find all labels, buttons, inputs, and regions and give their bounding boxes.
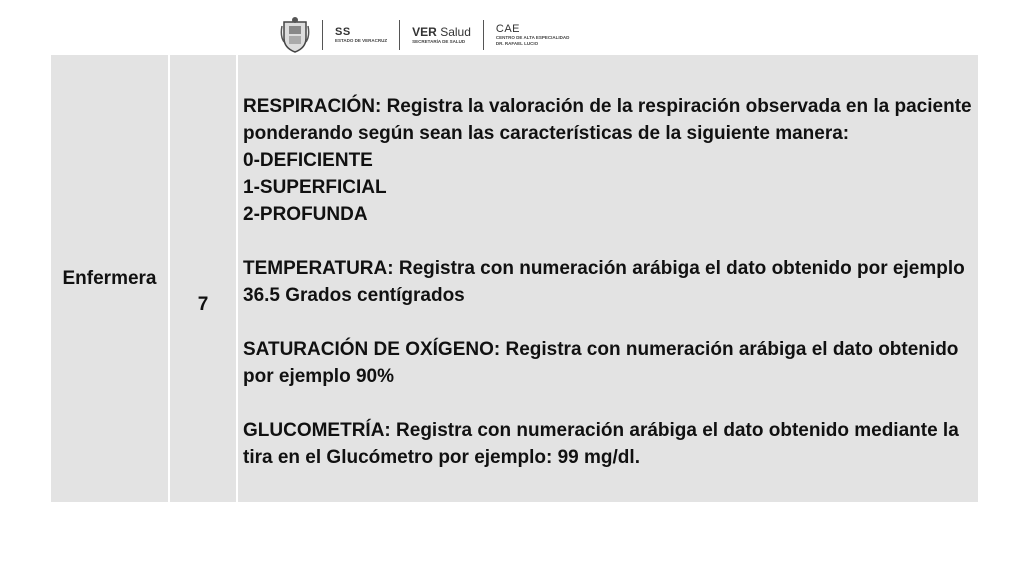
step-number: 7 xyxy=(197,293,209,315)
veracruz-shield-icon xyxy=(280,16,310,54)
logo-ss-title: SS xyxy=(335,26,351,38)
respiracion-option: 1-SUPERFICIAL xyxy=(243,177,387,198)
role-cell xyxy=(51,55,168,502)
logo-cae-subtitle2: DR. RAFAEL LUCIO xyxy=(495,41,539,46)
logo-ver-bold: VER xyxy=(412,24,437,39)
logo-ver-title xyxy=(412,26,471,39)
temperatura-text: TEMPERATURA: Registra con numeración arábiga el dato obtenido por ejemplo 36.5 Grados centígrados xyxy=(243,258,965,306)
logo-cae-subtitle1: CENTRO DE ALTA ESPECIALIDAD xyxy=(495,35,570,40)
logo-divider xyxy=(399,20,400,50)
glucometria-text: GLUCOMETRÍA: Registra con numeración arábiga el dato obtenido mediante la tira en el Glucómetro por ejemplo: 99 mg/dl. xyxy=(243,420,959,468)
logo-ver-salud-text: Salud xyxy=(440,24,471,39)
logo-divider xyxy=(322,20,323,50)
header-logos xyxy=(280,14,569,56)
logo-cae-title: CAE xyxy=(495,23,521,35)
logo-ver-subtitle: SECRETARÍA DE SALUD xyxy=(412,38,466,44)
respiracion-intro: RESPIRACIÓN: Registra la valoración de la respiración observada en la paciente ponderando según sean las características de la siguiente manera: xyxy=(243,96,972,144)
instruction-table xyxy=(51,55,978,502)
logo-ss xyxy=(335,26,387,44)
description-cell xyxy=(238,55,978,502)
logo-divider xyxy=(483,20,484,50)
description-text xyxy=(243,93,978,471)
logo-cae xyxy=(496,23,570,47)
respiracion-option: 0-DEFICIENTE xyxy=(243,150,373,171)
logo-ver-salud xyxy=(412,26,471,45)
respiracion-option: 2-PROFUNDA xyxy=(243,204,368,225)
role-text: Enfermera xyxy=(62,267,157,289)
logo-ss-subtitle: ESTADO DE VERACRUZ xyxy=(335,38,388,43)
saturacion-text: SATURACIÓN DE OXÍGENO: Registra con numeración arábiga el dato obtenido por ejemplo 90% xyxy=(243,339,959,387)
number-cell xyxy=(170,55,236,502)
